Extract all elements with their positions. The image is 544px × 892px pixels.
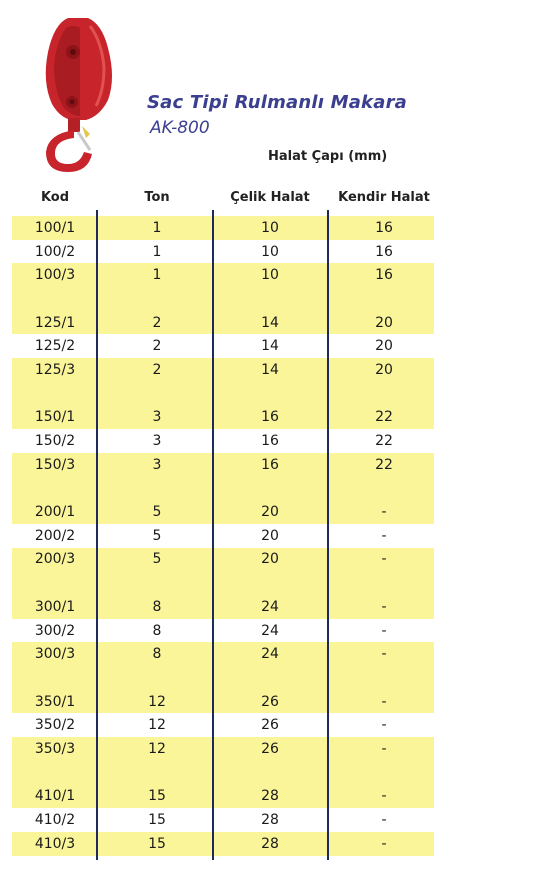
cell-ton: 2	[152, 338, 162, 355]
cell-kod: 125/1	[34, 314, 76, 331]
cell-ton: 5	[152, 527, 162, 544]
cell-celik-halat: 14	[261, 314, 279, 331]
cell-celik-halat: 16	[261, 456, 279, 473]
table-row	[12, 642, 434, 666]
cell-kod: 200/1	[34, 504, 76, 521]
cell-ton: 15	[148, 788, 166, 805]
cell-ton: 15	[148, 835, 166, 852]
table-row	[12, 548, 434, 572]
cell-celik-halat: 16	[261, 433, 279, 450]
cell-kod: 100/3	[34, 267, 76, 284]
cell-kendir-halat: 16	[375, 243, 393, 260]
cell-kendir-halat: -	[381, 788, 387, 805]
cell-ton: 3	[152, 409, 162, 426]
column-header-ton: Ton	[144, 190, 170, 205]
column-header-celik-halat: Çelik Halat	[230, 190, 310, 205]
table-row	[12, 737, 434, 761]
cell-celik-halat: 20	[261, 551, 279, 568]
cell-kendir-halat: -	[381, 740, 387, 757]
column-divider	[327, 210, 329, 860]
cell-celik-halat: 26	[261, 740, 279, 757]
table-row	[12, 311, 434, 335]
cell-ton: 1	[152, 243, 162, 260]
cell-celik-halat: 24	[261, 622, 279, 639]
cell-kod: 350/2	[34, 717, 76, 734]
cell-ton: 5	[152, 504, 162, 521]
cell-celik-halat: 26	[261, 693, 279, 710]
cell-celik-halat: 28	[261, 835, 279, 852]
cell-celik-halat: 24	[261, 598, 279, 615]
table-row	[12, 263, 434, 287]
cell-kod: 350/1	[34, 693, 76, 710]
specs-table	[12, 216, 434, 856]
cell-kendir-halat: -	[381, 835, 387, 852]
pulley-hook-icon	[28, 12, 136, 180]
cell-kod: 150/3	[34, 456, 76, 473]
cell-ton: 3	[152, 433, 162, 450]
cell-celik-halat: 10	[261, 219, 279, 236]
cell-celik-halat: 14	[261, 361, 279, 378]
cell-kendir-halat: -	[381, 812, 387, 829]
cell-celik-halat: 14	[261, 338, 279, 355]
cell-celik-halat: 20	[261, 504, 279, 521]
cell-ton: 3	[152, 456, 162, 473]
group-spacer	[12, 571, 434, 595]
table-row	[12, 216, 434, 240]
cell-kod: 100/2	[34, 243, 76, 260]
group-spacer	[12, 761, 434, 785]
column-header-kod: Kod	[40, 190, 70, 205]
cell-kod: 200/2	[34, 527, 76, 544]
cell-celik-halat: 26	[261, 717, 279, 734]
column-divider	[212, 210, 214, 860]
cell-ton: 8	[152, 598, 162, 615]
cell-kendir-halat: 22	[375, 456, 393, 473]
cell-ton: 5	[152, 551, 162, 568]
cell-kendir-halat: -	[381, 622, 387, 639]
cell-celik-halat: 28	[261, 812, 279, 829]
cell-celik-halat: 10	[261, 243, 279, 260]
group-spacer	[12, 666, 434, 690]
table-row	[12, 406, 434, 430]
product-title: Sac Tipi Rulmanlı Makara	[147, 92, 407, 113]
cell-kod: 350/3	[34, 740, 76, 757]
cell-kendir-halat: 16	[375, 267, 393, 284]
cell-kendir-halat: 16	[375, 219, 393, 236]
table-row	[12, 524, 434, 548]
cell-kendir-halat: -	[381, 646, 387, 663]
cell-ton: 8	[152, 622, 162, 639]
cell-kod: 300/2	[34, 622, 76, 639]
table-row	[12, 500, 434, 524]
table-row	[12, 690, 434, 714]
cell-ton: 12	[148, 740, 166, 757]
table-row	[12, 619, 434, 643]
column-divider	[96, 210, 98, 860]
cell-kod: 200/3	[34, 551, 76, 568]
table-row	[12, 453, 434, 477]
cell-celik-halat: 20	[261, 527, 279, 544]
group-spacer	[12, 382, 434, 406]
cell-kod: 410/3	[34, 835, 76, 852]
table-row	[12, 595, 434, 619]
cell-kendir-halat: -	[381, 693, 387, 710]
table-row	[12, 785, 434, 809]
cell-ton: 2	[152, 361, 162, 378]
table-row	[12, 334, 434, 358]
cell-kendir-halat: -	[381, 717, 387, 734]
cell-ton: 12	[148, 717, 166, 734]
cell-ton: 8	[152, 646, 162, 663]
cell-kod: 410/1	[34, 788, 76, 805]
cell-kendir-halat: 20	[375, 361, 393, 378]
table-row	[12, 713, 434, 737]
cell-ton: 2	[152, 314, 162, 331]
rope-diameter-header: Halat Çapı (mm)	[268, 149, 388, 164]
cell-kendir-halat: 22	[375, 409, 393, 426]
table-row	[12, 358, 434, 382]
table-row	[12, 808, 434, 832]
cell-ton: 12	[148, 693, 166, 710]
cell-kendir-halat: -	[381, 527, 387, 544]
group-spacer	[12, 287, 434, 311]
cell-kod: 300/3	[34, 646, 76, 663]
cell-kod: 150/1	[34, 409, 76, 426]
cell-kendir-halat: -	[381, 504, 387, 521]
cell-kendir-halat: -	[381, 551, 387, 568]
cell-kod: 100/1	[34, 219, 76, 236]
cell-kod: 300/1	[34, 598, 76, 615]
cell-kod: 125/3	[34, 361, 76, 378]
table-row	[12, 429, 434, 453]
cell-celik-halat: 28	[261, 788, 279, 805]
product-model: AK-800	[150, 118, 210, 138]
cell-kendir-halat: -	[381, 598, 387, 615]
group-spacer	[12, 477, 434, 501]
cell-kendir-halat: 22	[375, 433, 393, 450]
cell-ton: 1	[152, 267, 162, 284]
table-row	[12, 240, 434, 264]
cell-kod: 125/2	[34, 338, 76, 355]
cell-celik-halat: 10	[261, 267, 279, 284]
column-header-kendir-halat: Kendir Halat	[338, 190, 430, 205]
cell-celik-halat: 16	[261, 409, 279, 426]
cell-ton: 15	[148, 812, 166, 829]
cell-kod: 150/2	[34, 433, 76, 450]
cell-kendir-halat: 20	[375, 338, 393, 355]
cell-kendir-halat: 20	[375, 314, 393, 331]
cell-kod: 410/2	[34, 812, 76, 829]
table-row	[12, 832, 434, 856]
cell-ton: 1	[152, 219, 162, 236]
cell-celik-halat: 24	[261, 646, 279, 663]
